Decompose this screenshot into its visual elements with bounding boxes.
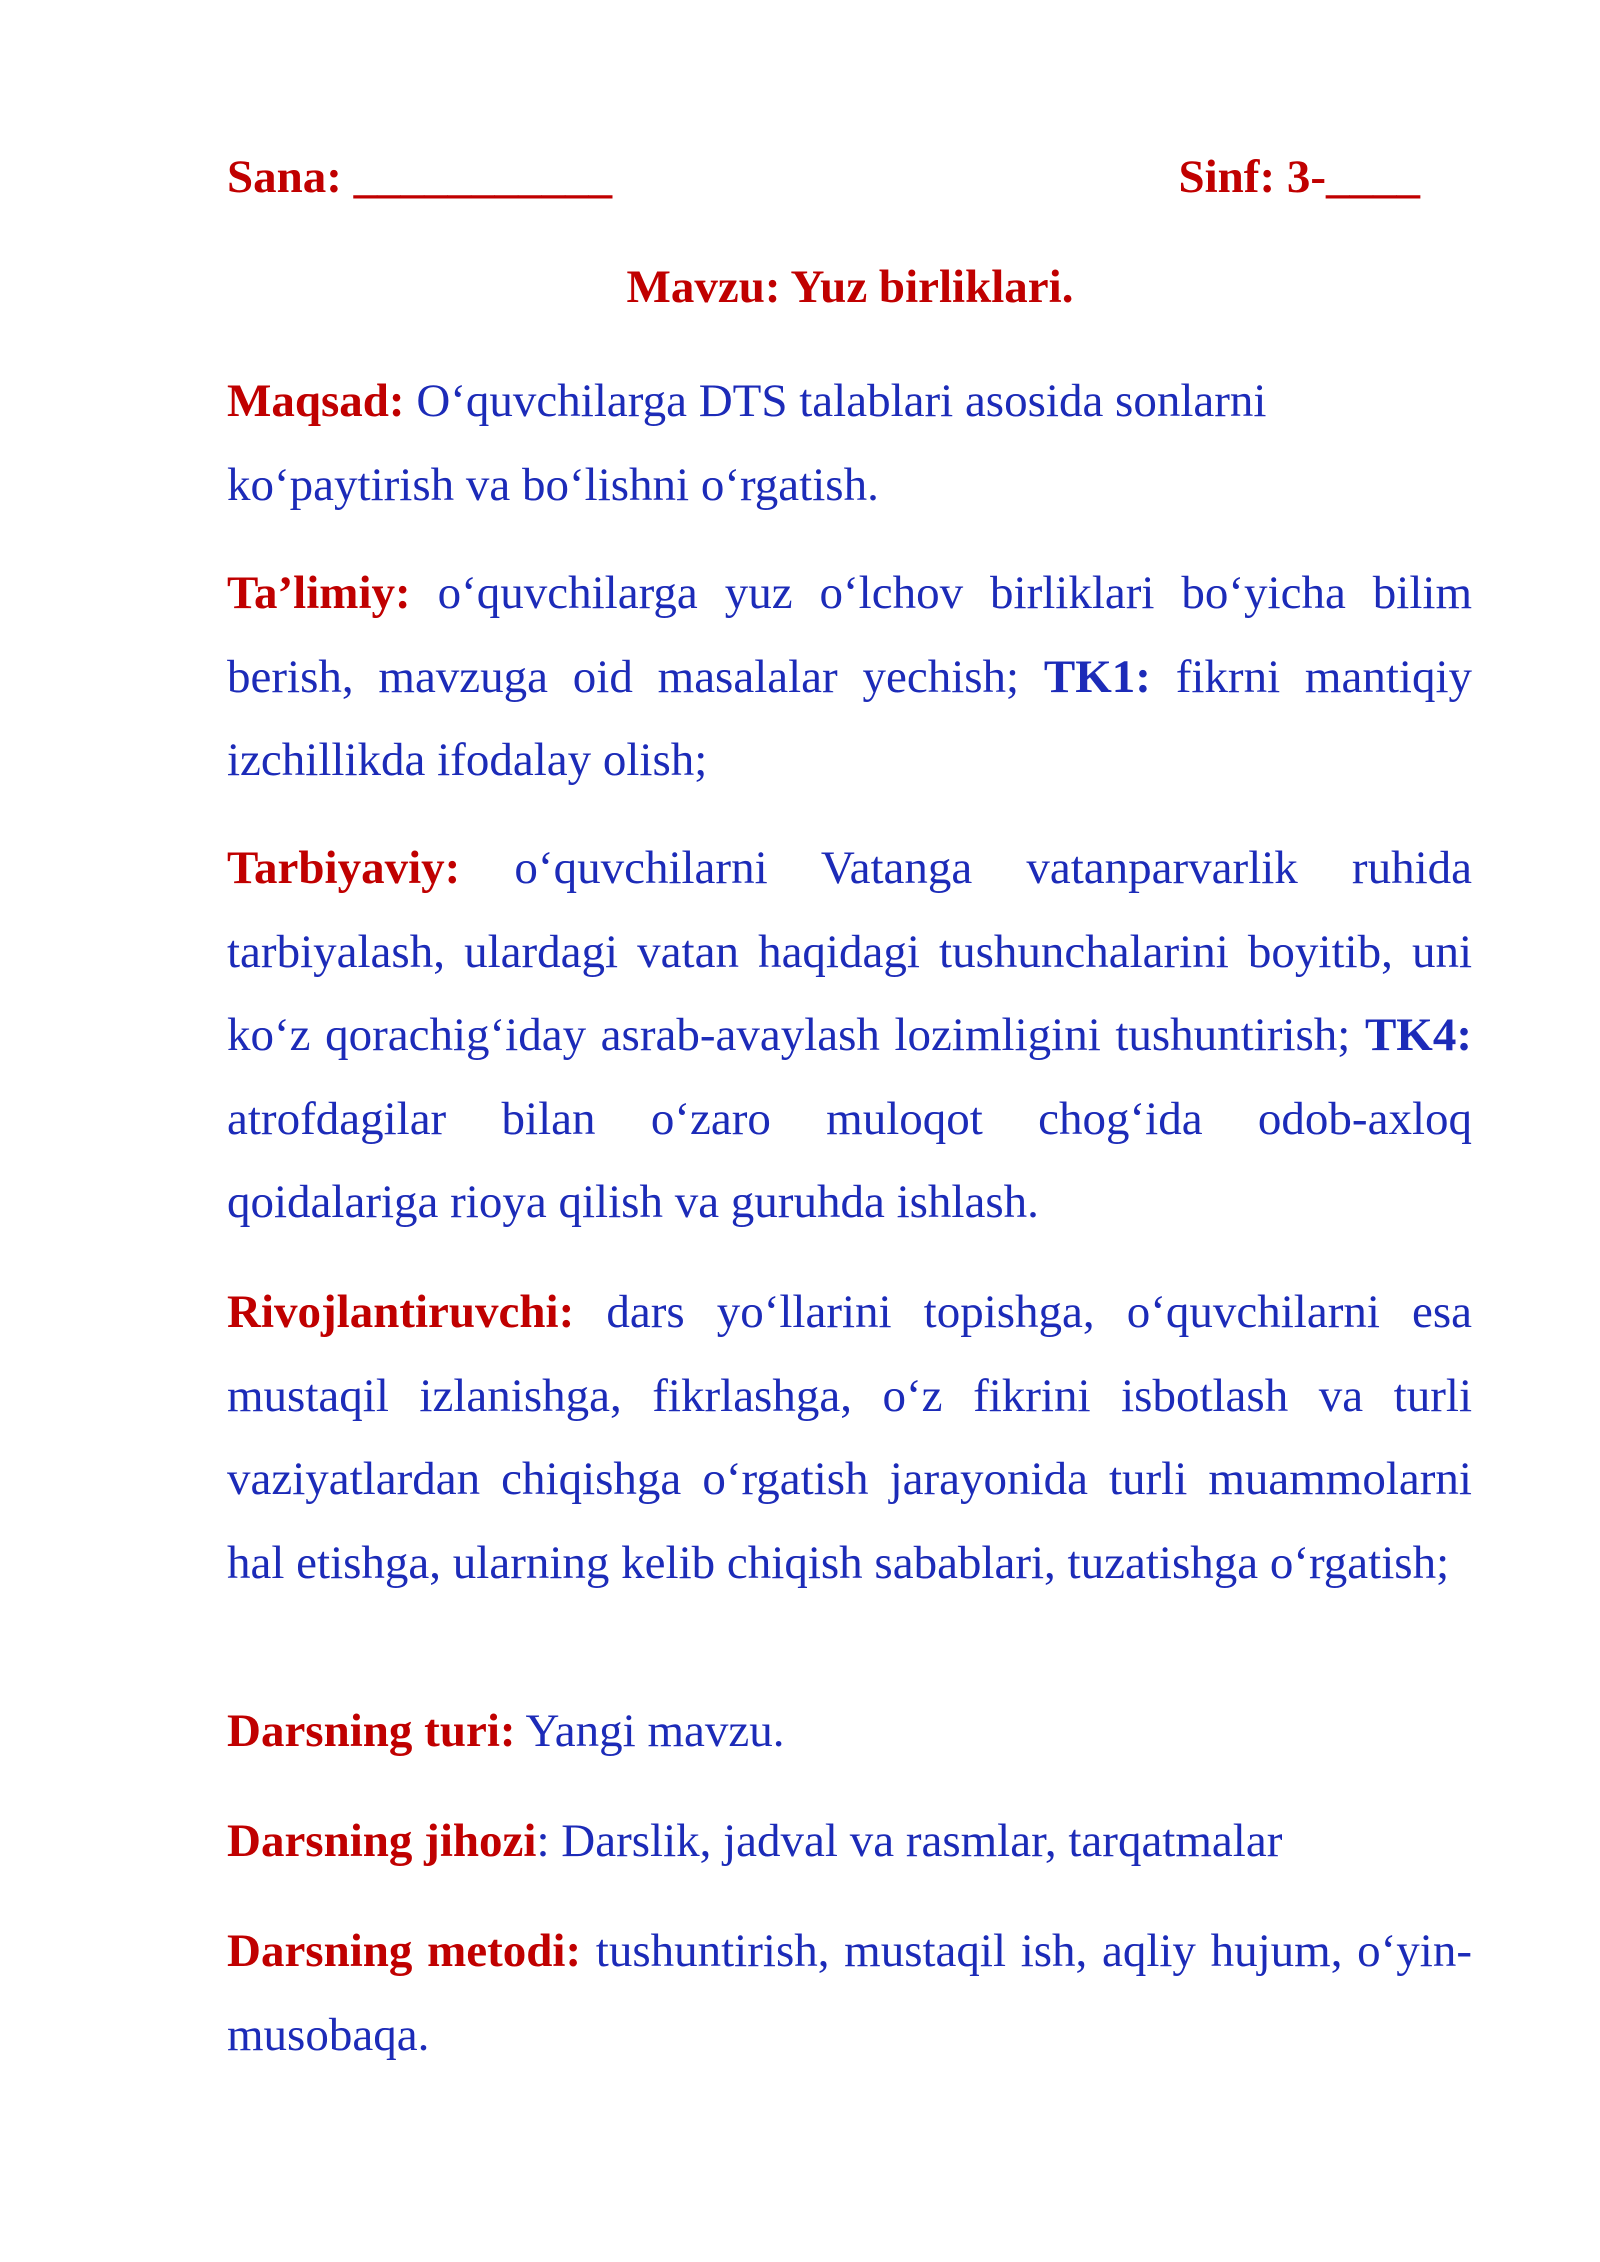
talimiy-text: o‘quvchilarga yuz o‘lchov birliklari bo‘yicha bilim berish, mavzuga oid masalalar yechish; bbox=[227, 567, 1472, 703]
darsning-metodi-text: tushuntirish, mustaqil ish, aqliy hujum, o‘yin-musobaqa. bbox=[227, 1925, 1472, 2061]
maqsad-text: O‘quvchilarga DTS talablari asosida sonlarni ko‘paytirish va bo‘lishni o‘rgatish. bbox=[227, 375, 1267, 511]
rivojlantiruvchi-text: dars yo‘llarini topishga, o‘quvchilarni esa mustaqil izlanishga, fikrlashga, o‘z fikrini isbotlash va turli vaziyatlardan chiqishga o‘rgatish jarayonida turli muammolarni hal etishga, ularning kelib chiqish sabablari, tuzatishga o‘rgatish; bbox=[227, 1286, 1472, 1589]
darsning-turi-text: Yangi mavzu. bbox=[515, 1705, 785, 1757]
talimiy-label: Ta’limiy: bbox=[227, 567, 411, 619]
darsning-metodi-paragraph bbox=[227, 1910, 1472, 2077]
tk4-text: atrofdagilar bilan o‘zaro muloqot chog‘ida odob-axloq qoidalariga rioya qilish va guruhda ishlash. bbox=[227, 1092, 1472, 1228]
darsning-jihozi-paragraph bbox=[227, 1800, 1472, 1884]
darsning-jihozi-label: Darsning jihozi bbox=[227, 1815, 537, 1867]
tarbiyaviy-label: Tarbiyaviy: bbox=[227, 842, 461, 894]
tarbiyaviy-text: o‘quvchilarni Vatanga vatanparvarlik ruhida tarbiyalash, ulardagi vatan haqidagi tushunchalarini boyitib, uni ko‘z qorachig‘iday asrab-avaylash lozimligini tushuntirish; bbox=[227, 842, 1472, 1061]
darsning-jihozi-text: : Darslik, jadval va rasmlar, tarqatmalar bbox=[536, 1815, 1283, 1867]
tk1-text: fikrni mantiqiy izchillikda ifodalay olish; bbox=[227, 650, 1472, 786]
tk1-label: TK1: bbox=[1043, 650, 1151, 703]
darsning-metodi-label: Darsning metodi: bbox=[227, 1925, 582, 1977]
rivojlantiruvchi-label: Rivojlantiruvchi: bbox=[227, 1286, 575, 1338]
maqsad-label: Maqsad: bbox=[227, 375, 405, 427]
darsning-turi-label: Darsning turi: bbox=[227, 1705, 516, 1757]
talimiy-paragraph bbox=[227, 552, 1472, 803]
tarbiyaviy-paragraph bbox=[227, 827, 1472, 1245]
lesson-title: Mavzu: Yuz birliklari. bbox=[626, 261, 1074, 313]
maqsad-paragraph bbox=[227, 360, 1472, 527]
tk4-label: TK4: bbox=[1364, 1009, 1472, 1061]
darsning-turi-paragraph bbox=[227, 1690, 1472, 1774]
rivojlantiruvchi-paragraph bbox=[227, 1271, 1472, 1605]
header-row bbox=[227, 150, 1420, 220]
class-label: Sinf: 3-____ bbox=[1178, 151, 1420, 203]
date-label: Sana: ___________ bbox=[227, 151, 613, 203]
